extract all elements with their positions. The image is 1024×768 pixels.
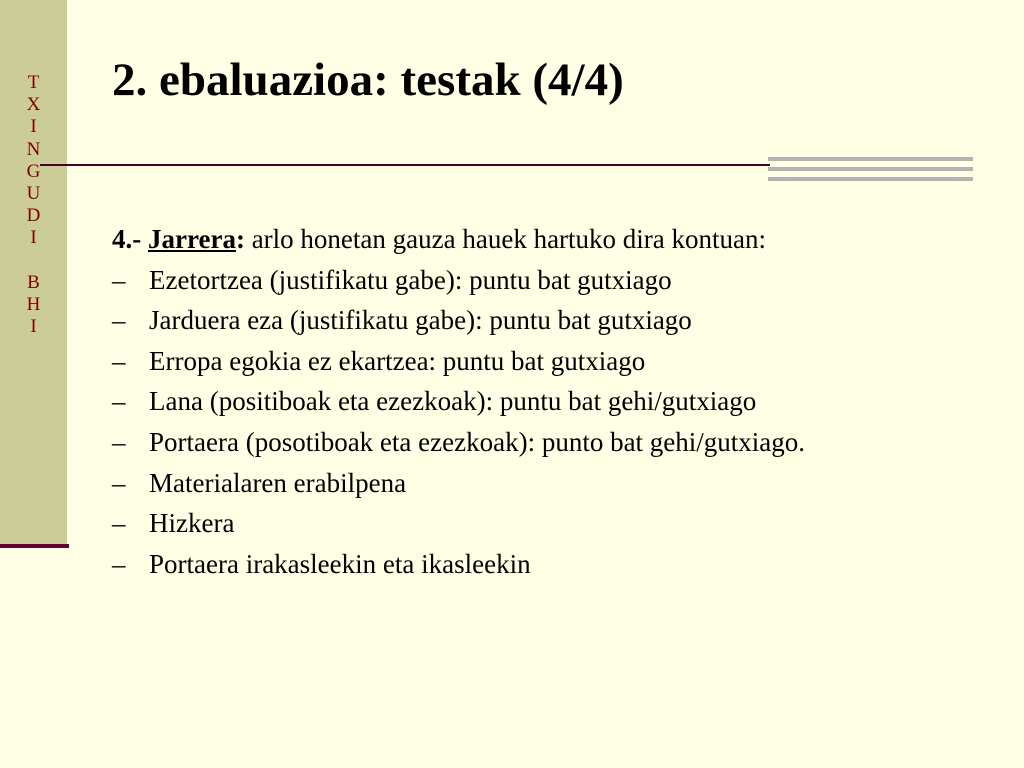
sidebar-letter: I xyxy=(30,227,37,249)
intro-line xyxy=(112,219,968,260)
sidebar-letter xyxy=(0,250,67,272)
sidebar-letter: I xyxy=(30,116,37,138)
list-item xyxy=(112,381,968,422)
section-number: 4.- xyxy=(112,224,148,254)
slide-body xyxy=(112,219,968,584)
dash-bullet-icon: – xyxy=(112,548,126,579)
list-item-text: Hizkera xyxy=(149,508,235,539)
list-item xyxy=(112,422,968,463)
slide-title: 2. ebaluazioa: testak (4/4) xyxy=(112,54,624,106)
sidebar-letter: U xyxy=(26,182,41,204)
section-description: arlo honetan gauza hauek hartuko dira kontuan: xyxy=(244,224,767,254)
dash-bullet-icon: – xyxy=(112,467,126,498)
list-item-text: Ezetortzea (justifikatu gabe): puntu bat gutxiago xyxy=(149,264,672,295)
decorative-bar xyxy=(768,167,973,171)
list-item xyxy=(112,503,968,544)
list-item-text: Materialaren erabilpena xyxy=(149,467,407,498)
decorative-bar xyxy=(768,177,973,181)
sidebar-letter: B xyxy=(27,271,40,293)
title-divider xyxy=(40,164,770,166)
dash-bullet-icon: – xyxy=(112,508,126,539)
vertical-school-name xyxy=(0,72,67,338)
sidebar-letter: G xyxy=(26,160,41,182)
dash-bullet-icon: – xyxy=(112,345,126,376)
criteria-list xyxy=(112,260,968,585)
list-item xyxy=(112,300,968,341)
list-item xyxy=(112,463,968,504)
sidebar-letter: X xyxy=(26,94,41,116)
sidebar-letter: H xyxy=(26,293,41,315)
list-item-text: Lana (positiboak eta ezezkoak): puntu bat gehi/gutxiago xyxy=(149,386,757,417)
section-colon: : xyxy=(235,224,245,254)
dash-bullet-icon: – xyxy=(112,386,126,417)
dash-bullet-icon: – xyxy=(112,426,126,457)
sidebar-letter: N xyxy=(26,138,41,160)
list-item-text: Erropa egokia ez ekartzea: puntu bat gutxiago xyxy=(149,345,646,376)
list-item-text: Portaera irakasleekin eta ikasleekin xyxy=(149,548,531,579)
sidebar-letter: T xyxy=(27,72,40,93)
list-item xyxy=(112,544,968,585)
list-item-text: Portaera (posotiboak eta ezezkoak): punto bat gehi/gutxiago. xyxy=(149,426,806,457)
decorative-bars xyxy=(768,157,973,181)
sidebar-letter: D xyxy=(26,205,41,227)
decorative-bar xyxy=(768,157,973,161)
section-term: Jarrera xyxy=(148,224,236,254)
dash-bullet-icon: – xyxy=(112,264,126,295)
list-item-text: Jarduera eza (justifikatu gabe): puntu bat gutxiago xyxy=(149,305,692,336)
dash-bullet-icon: – xyxy=(112,305,126,336)
list-item xyxy=(112,260,968,301)
sidebar-letter: I xyxy=(30,316,37,338)
list-item xyxy=(112,341,968,382)
sidebar-bottom-rule xyxy=(0,544,69,548)
